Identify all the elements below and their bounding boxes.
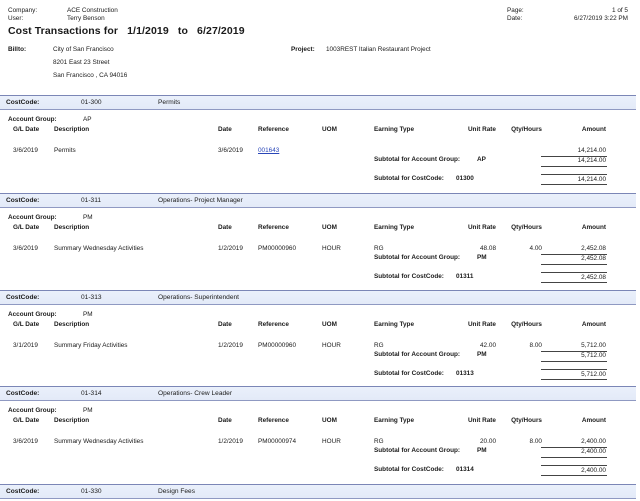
page-label: Page: bbox=[507, 7, 524, 14]
row-gl-date: 3/6/2019 bbox=[13, 245, 38, 252]
costcode-name: Permits bbox=[158, 99, 181, 106]
report-date: 6/27/2019 3:22 PM bbox=[573, 15, 628, 22]
col-qty-hours: Qty/Hours bbox=[511, 417, 542, 424]
user-label: User: bbox=[8, 15, 24, 22]
row-description: Summary Wednesday Activities bbox=[54, 438, 144, 445]
row-qty: 8.00 bbox=[529, 438, 542, 445]
costcode-code: 01-330 bbox=[81, 488, 102, 495]
subtotal-cc-amount: 5,712.00 bbox=[581, 371, 606, 378]
billto-line2: 8201 East 23 Street bbox=[53, 59, 110, 66]
row-qty: 4.00 bbox=[529, 245, 542, 252]
subtotal-cc-amount: 14,214.00 bbox=[577, 176, 606, 183]
col-gl-date: G/L Date bbox=[13, 321, 40, 328]
col-earning-type: Earning Type bbox=[374, 321, 415, 328]
billto-line1: City of San Francisco bbox=[53, 46, 114, 53]
col-date: Date bbox=[218, 224, 232, 231]
row-uom: HOUR bbox=[322, 245, 341, 252]
row-description: Summary Wednesday Activities bbox=[54, 245, 144, 252]
title-date-from: 1/1/2019 bbox=[127, 25, 169, 37]
col-description: Description bbox=[54, 417, 90, 424]
row-date: 1/2/2019 bbox=[218, 342, 243, 349]
page-number: 1 of 5 bbox=[612, 7, 628, 14]
subtotal-cc-label: Subtotal for CostCode: bbox=[374, 273, 444, 280]
row-earning-type: RG bbox=[374, 438, 384, 445]
costcode-label: CostCode: bbox=[6, 294, 40, 301]
col-earning-type: Earning Type bbox=[374, 224, 415, 231]
col-uom: UOM bbox=[322, 126, 337, 133]
row-reference: PM00000960 bbox=[258, 342, 297, 349]
subtotal-cc-code: 01300 bbox=[456, 175, 474, 182]
subtotal-cc-rule-bottom bbox=[541, 475, 607, 476]
row-qty: 8.00 bbox=[529, 342, 542, 349]
subtotal-ag-rule bbox=[541, 361, 607, 362]
col-unit-rate: Unit Rate bbox=[467, 417, 496, 424]
company-name: ACE Construction bbox=[67, 7, 118, 14]
report-title bbox=[8, 25, 245, 37]
costcode-name: Operations- Project Manager bbox=[158, 197, 243, 204]
subtotal-cc-code: 01313 bbox=[456, 370, 474, 377]
subtotal-ag-rule bbox=[541, 264, 607, 265]
subtotal-ag-label: Subtotal for Account Group: bbox=[374, 156, 461, 163]
subtotal-cc-amount: 2,400.00 bbox=[581, 467, 606, 474]
costcode-bar bbox=[0, 386, 636, 401]
row-date: 1/2/2019 bbox=[218, 438, 243, 445]
col-uom: UOM bbox=[322, 321, 337, 328]
account-group-label: Account Group: bbox=[8, 311, 57, 318]
account-group-value: AP bbox=[83, 116, 92, 123]
subtotal-cc-label: Subtotal for CostCode: bbox=[374, 466, 444, 473]
costcode-bar-last bbox=[0, 484, 636, 499]
row-gl-date: 3/6/2019 bbox=[13, 438, 38, 445]
col-amount: Amount bbox=[581, 126, 606, 133]
col-unit-rate: Unit Rate bbox=[467, 126, 496, 133]
costcode-code: 01-314 bbox=[81, 390, 102, 397]
project-value: 1003REST Italian Restaurant Project bbox=[326, 46, 431, 53]
col-reference: Reference bbox=[258, 417, 289, 424]
account-group-value: PM bbox=[83, 311, 93, 318]
subtotal-cc-rule-top bbox=[541, 174, 607, 175]
col-qty-hours: Qty/Hours bbox=[511, 321, 542, 328]
subtotal-ag-amount: 5,712.00 bbox=[581, 352, 606, 359]
costcode-bar bbox=[0, 193, 636, 208]
costcode-section bbox=[0, 290, 640, 387]
account-group-value: PM bbox=[83, 407, 93, 414]
row-uom: HOUR bbox=[322, 438, 341, 445]
row-description: Summary Friday Activities bbox=[54, 342, 128, 349]
costcode-name: Operations- Crew Leader bbox=[158, 390, 233, 397]
col-unit-rate: Unit Rate bbox=[467, 321, 496, 328]
subtotal-ag-code: PM bbox=[477, 254, 487, 261]
account-group-label: Account Group: bbox=[8, 214, 57, 221]
costcode-name: Operations- Superintendent bbox=[158, 294, 240, 301]
reference-link[interactable]: 001643 bbox=[258, 147, 280, 154]
row-date: 1/2/2019 bbox=[218, 245, 243, 252]
row-unit-rate: 48.08 bbox=[480, 245, 496, 252]
subtotal-cc-rule-top bbox=[541, 465, 607, 466]
billto-label: Billto: bbox=[8, 46, 27, 53]
costcode-code: 01-313 bbox=[81, 294, 102, 301]
row-date: 3/6/2019 bbox=[218, 147, 243, 154]
account-group-label: Account Group: bbox=[8, 407, 57, 414]
subtotal-cc-rule-top bbox=[541, 272, 607, 273]
row-uom: HOUR bbox=[322, 342, 341, 349]
col-uom: UOM bbox=[322, 224, 337, 231]
title-prefix: Cost Transactions for bbox=[8, 25, 119, 37]
col-description: Description bbox=[54, 321, 90, 328]
row-unit-rate: 42.00 bbox=[480, 342, 496, 349]
costcode-name: Design Fees bbox=[158, 488, 196, 495]
subtotal-cc-rule-bottom bbox=[541, 184, 607, 185]
row-earning-type: RG bbox=[374, 342, 384, 349]
company-label: Company: bbox=[8, 7, 38, 14]
col-date: Date bbox=[218, 126, 232, 133]
subtotal-ag-label: Subtotal for Account Group: bbox=[374, 447, 461, 454]
subtotal-cc-rule-top bbox=[541, 369, 607, 370]
subtotal-ag-code: PM bbox=[477, 351, 487, 358]
account-group-label: Account Group: bbox=[8, 116, 57, 123]
subtotal-ag-code: PM bbox=[477, 447, 487, 454]
col-gl-date: G/L Date bbox=[13, 224, 40, 231]
col-date: Date bbox=[218, 417, 232, 424]
col-reference: Reference bbox=[258, 224, 289, 231]
row-gl-date: 3/1/2019 bbox=[13, 342, 38, 349]
col-description: Description bbox=[54, 126, 90, 133]
costcode-code: 01-300 bbox=[81, 99, 102, 106]
title-to: to bbox=[177, 25, 188, 37]
col-amount: Amount bbox=[581, 321, 606, 328]
subtotal-cc-label: Subtotal for CostCode: bbox=[374, 370, 444, 377]
row-reference: PM00000960 bbox=[258, 245, 297, 252]
col-description: Description bbox=[54, 224, 90, 231]
costcode-label: CostCode: bbox=[6, 390, 40, 397]
subtotal-ag-rule bbox=[541, 457, 607, 458]
subtotal-cc-code: 01314 bbox=[456, 466, 474, 473]
col-unit-rate: Unit Rate bbox=[467, 224, 496, 231]
subtotal-ag-label: Subtotal for Account Group: bbox=[374, 351, 461, 358]
col-reference: Reference bbox=[258, 321, 289, 328]
subtotal-ag-rule bbox=[541, 166, 607, 167]
row-amount: 14,214.00 bbox=[577, 147, 606, 154]
subtotal-ag-label: Subtotal for Account Group: bbox=[374, 254, 461, 261]
row-unit-rate: 20.00 bbox=[480, 438, 496, 445]
col-earning-type: Earning Type bbox=[374, 417, 415, 424]
row-amount: 2,452.08 bbox=[581, 245, 606, 252]
subtotal-ag-amount: 2,400.00 bbox=[581, 448, 606, 455]
subtotal-cc-rule-bottom bbox=[541, 379, 607, 380]
costcode-label: CostCode: bbox=[6, 488, 40, 495]
row-description: Permits bbox=[54, 147, 76, 154]
subtotal-ag-code: AP bbox=[477, 156, 486, 163]
row-gl-date: 3/6/2019 bbox=[13, 147, 38, 154]
costcode-section bbox=[0, 386, 640, 483]
col-gl-date: G/L Date bbox=[13, 417, 40, 424]
row-amount: 2,400.00 bbox=[581, 438, 606, 445]
col-gl-date: G/L Date bbox=[13, 126, 40, 133]
costcode-bar bbox=[0, 290, 636, 305]
subtotal-cc-label: Subtotal for CostCode: bbox=[374, 175, 444, 182]
title-date-to: 6/27/2019 bbox=[197, 25, 245, 37]
col-amount: Amount bbox=[581, 224, 606, 231]
project-label: Project: bbox=[291, 46, 315, 53]
col-uom: UOM bbox=[322, 417, 337, 424]
account-group-value: PM bbox=[83, 214, 93, 221]
row-earning-type: RG bbox=[374, 245, 384, 252]
subtotal-ag-amount: 14,214.00 bbox=[577, 157, 606, 164]
user-name: Terry Benson bbox=[67, 15, 105, 22]
costcode-section bbox=[0, 95, 640, 192]
row-amount: 5,712.00 bbox=[581, 342, 606, 349]
costcode-label: CostCode: bbox=[6, 99, 40, 106]
col-qty-hours: Qty/Hours bbox=[511, 126, 542, 133]
col-earning-type: Earning Type bbox=[374, 126, 415, 133]
costcode-bar bbox=[0, 95, 636, 110]
subtotal-ag-amount: 2,452.08 bbox=[581, 255, 606, 262]
costcode-label: CostCode: bbox=[6, 197, 40, 204]
subtotal-cc-code: 01311 bbox=[456, 273, 474, 280]
billto-line3: San Francisco , CA 94016 bbox=[53, 72, 128, 79]
col-qty-hours: Qty/Hours bbox=[511, 224, 542, 231]
date-label: Date: bbox=[507, 15, 523, 22]
costcode-section bbox=[0, 193, 640, 290]
costcode-code: 01-311 bbox=[81, 197, 102, 204]
subtotal-cc-amount: 2,452.08 bbox=[581, 274, 606, 281]
col-amount: Amount bbox=[581, 417, 606, 424]
col-date: Date bbox=[218, 321, 232, 328]
subtotal-cc-rule-bottom bbox=[541, 282, 607, 283]
row-reference: PM00000974 bbox=[258, 438, 297, 445]
col-reference: Reference bbox=[258, 126, 289, 133]
